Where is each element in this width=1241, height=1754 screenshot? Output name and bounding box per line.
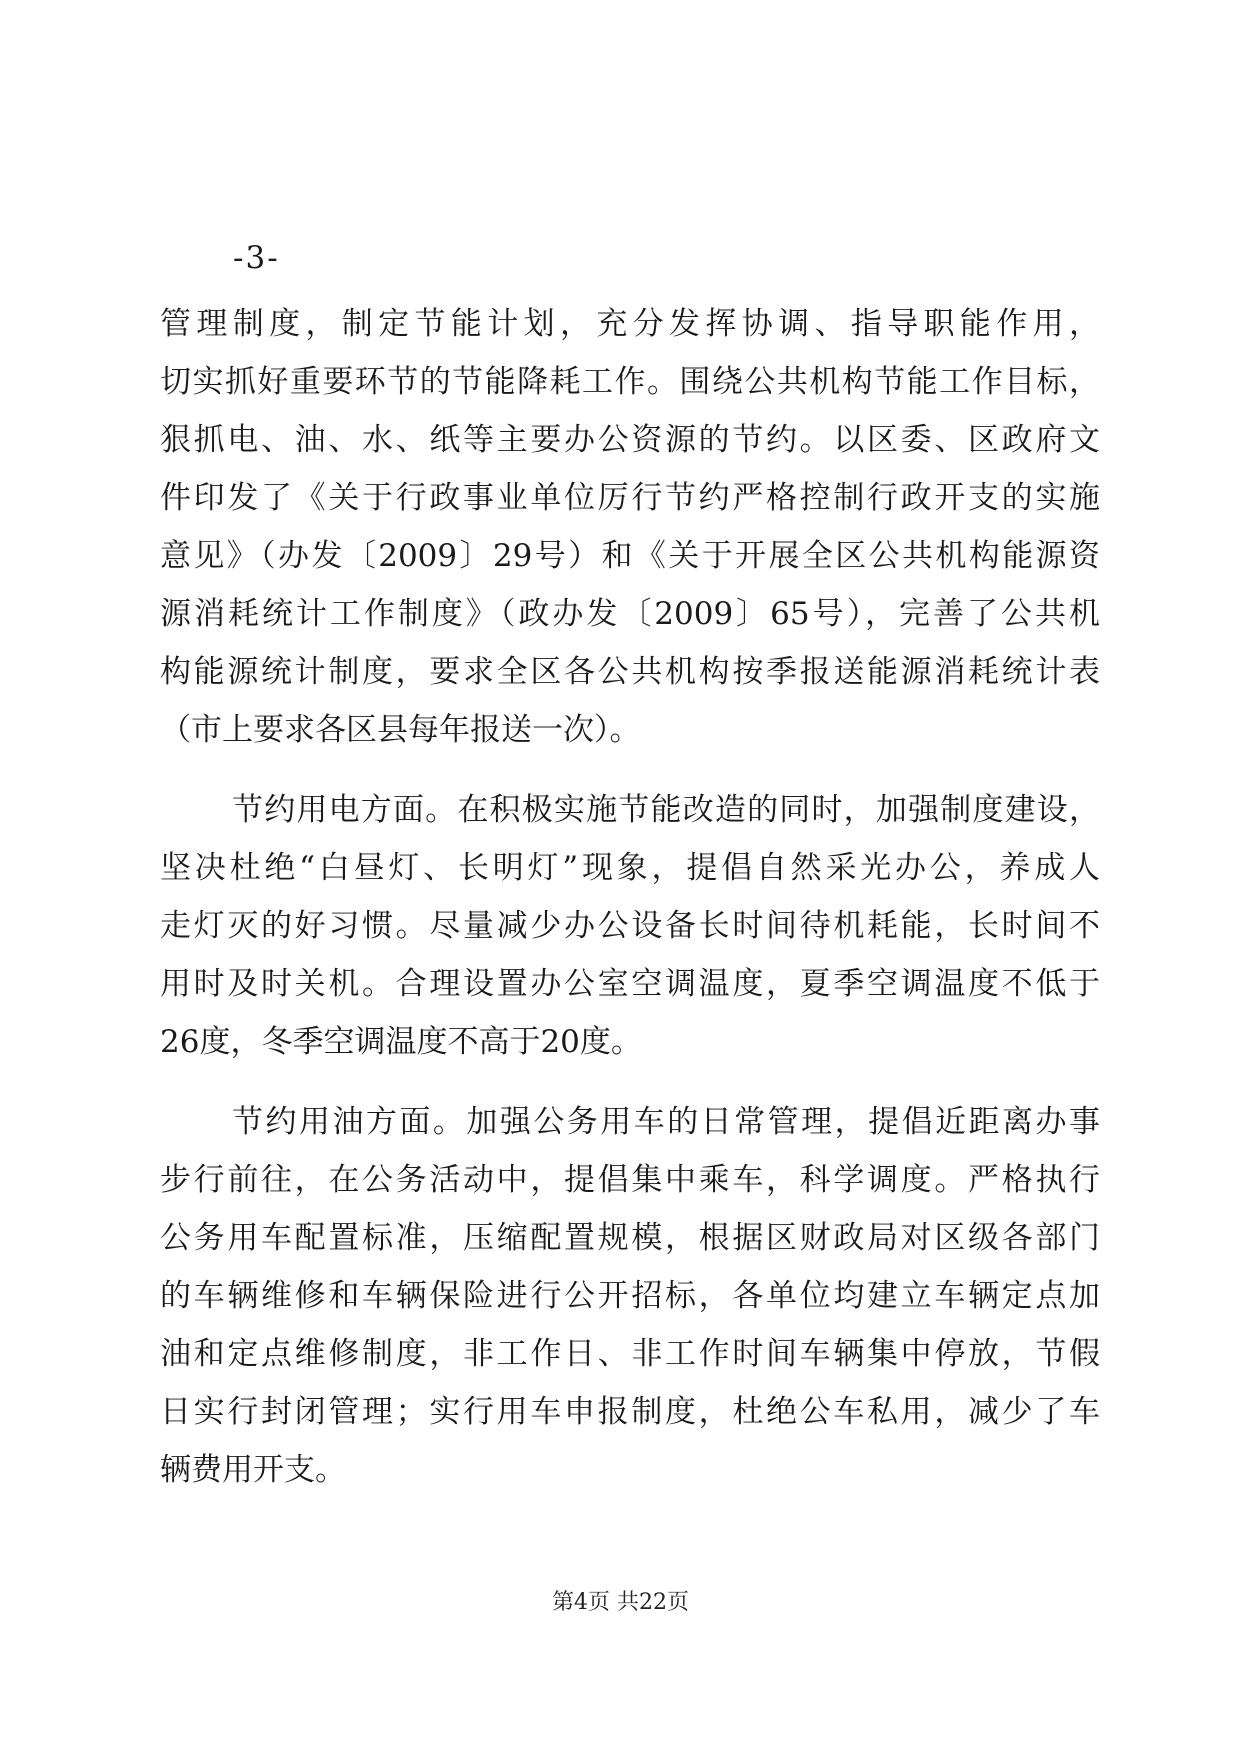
text-line: 用时及时关机。合理设置办公室空调温度，夏季空调温度不低于 [160,966,1100,1002]
text-line: 节约用电方面。在积极实施节能改造的同时，加强制度建设， [232,792,1100,828]
text-line: 步行前往，在公务活动中，提倡集中乘车，科学调度。严格执行 [160,1162,1100,1198]
text-line: 构能源统计制度，要求全区各公共机构按季报送能源消耗统计表 [160,654,1100,690]
text-line: 的车辆维修和车辆保险进行公开招标，各单位均建立车辆定点加 [160,1278,1100,1314]
text-line: 日实行封闭管理；实行用车申报制度，杜绝公车私用，减少了车 [160,1394,1100,1430]
paragraph-3 [160,1093,1100,1499]
body-text [160,295,1100,1499]
text-line: 辆费用开支。 [160,1452,346,1488]
paragraph-2 [160,781,1100,1071]
page-footer: 第4页 共22页 [552,1590,689,1615]
text-line: 源消耗统计工作制度》（政办发〔2009〕65号），完善了公共机 [160,596,1100,632]
page-marker: -3- [233,240,280,276]
paragraph-spacer [160,759,1100,781]
paragraph-spacer [160,1071,1100,1093]
text-line: 节约用油方面。加强公务用车的日常管理，提倡近距离办事 [232,1104,1100,1140]
text-line: 油和定点维修制度，非工作日、非工作时间车辆集中停放，节假 [160,1336,1100,1372]
text-line: （市上要求各区县每年报送一次）。 [160,712,641,748]
text-line: 坚决杜绝“白昼灯、长明灯”现象，提倡自然采光办公，养成人 [160,850,1100,886]
text-line: 管理制度，制定节能计划，充分发挥协调、指导职能作用， [160,306,1100,342]
text-line: 走灯灭的好习惯。尽量减少办公设备长时间待机耗能，长时间不 [160,908,1100,944]
text-line: 26度，冬季空调温度不高于20度。 [160,1024,642,1060]
text-line: 切实抓好重要环节的节能降耗工作。围绕公共机构节能工作目标， [160,364,1100,400]
text-line: 件印发了《关于行政事业单位厉行节约严格控制行政开支的实施 [160,480,1100,516]
text-line: 公务用车配置标准，压缩配置规模，根据区财政局对区级各部门 [160,1220,1100,1256]
paragraph-1 [160,295,1100,759]
text-line: 狠抓电、油、水、纸等主要办公资源的节约。以区委、区政府文 [160,422,1100,458]
text-line: 意见》（办发〔2009〕29号）和《关于开展全区公共机构能源资 [160,538,1100,574]
